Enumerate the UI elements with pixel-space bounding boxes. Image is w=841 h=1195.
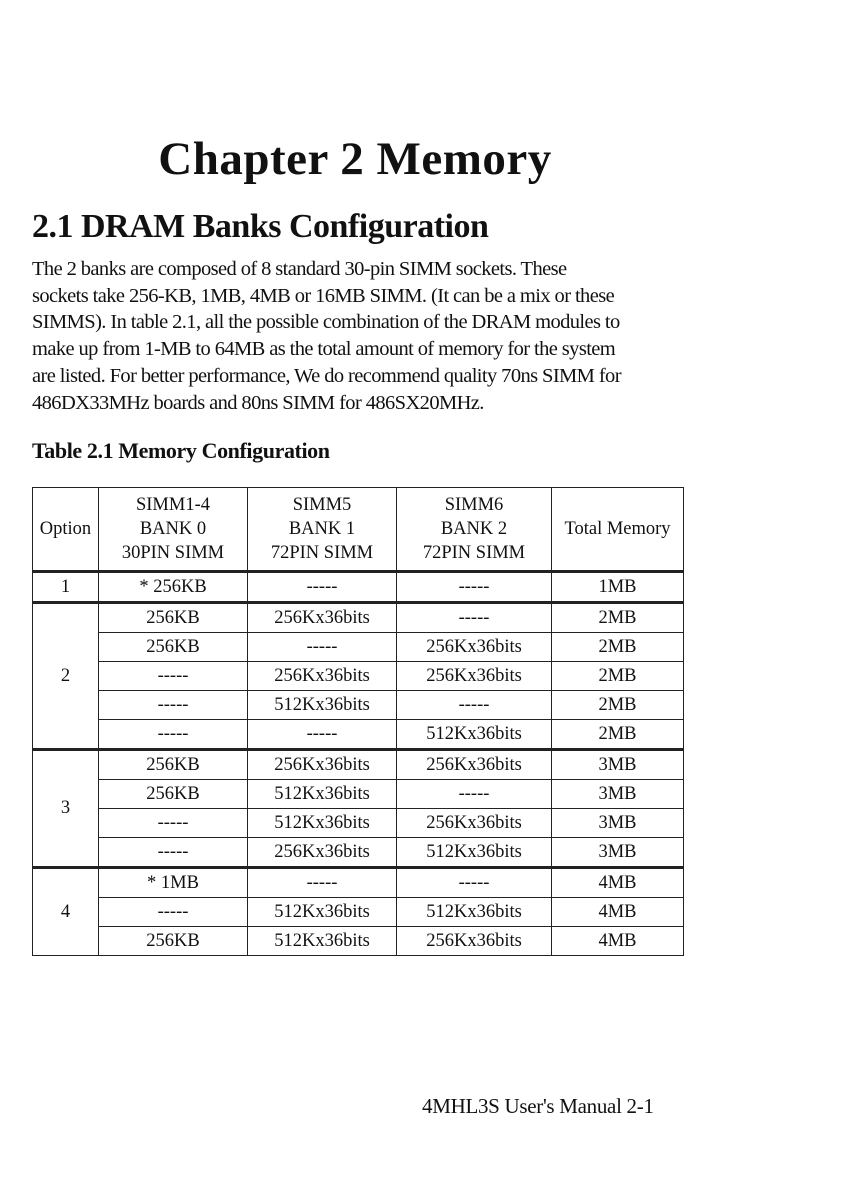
table-cell: 3MB xyxy=(552,780,684,809)
header-option: Option xyxy=(33,488,99,572)
option-cell: 2 xyxy=(33,603,99,750)
table-caption: Table 2.1 Memory Configuration xyxy=(32,438,330,463)
table-cell: 512Kx36bits xyxy=(397,838,552,868)
table-cell: 256Kx36bits xyxy=(397,927,552,956)
table-cell: 2MB xyxy=(552,691,684,720)
table-row xyxy=(33,572,684,603)
table-cell: ----- xyxy=(397,572,552,603)
table-cell: 2MB xyxy=(552,633,684,662)
table-cell: ----- xyxy=(248,868,397,898)
table-cell: ----- xyxy=(99,809,248,838)
table-cell: 512Kx36bits xyxy=(397,898,552,927)
header-text: SIMM5 xyxy=(292,495,352,515)
table-cell: ----- xyxy=(99,838,248,868)
table-cell: 2MB xyxy=(552,603,684,633)
table-cell: 512Kx36bits xyxy=(397,720,552,750)
table-row xyxy=(33,720,684,750)
memory-configuration-table xyxy=(32,487,684,956)
intro-paragraph xyxy=(32,256,682,416)
paragraph-line: The 2 banks are composed of 8 standard 30-pin SIMM sockets. These xyxy=(32,258,567,280)
table-cell: 256Kx36bits xyxy=(248,838,397,868)
table-cell: ----- xyxy=(397,691,552,720)
table-cell: 4MB xyxy=(552,868,684,898)
table-cell: 256Kx36bits xyxy=(248,662,397,691)
table-cell: ----- xyxy=(99,898,248,927)
table-cell: 256Kx36bits xyxy=(397,633,552,662)
table-cell: ----- xyxy=(99,662,248,691)
header-simm6 xyxy=(397,488,552,572)
table-cell: 256KB xyxy=(99,633,248,662)
table-cell: ----- xyxy=(248,572,397,603)
table-cell: 1MB xyxy=(552,572,684,603)
table-cell: 256Kx36bits xyxy=(397,750,552,780)
section-title: 2.1 DRAM Banks Configuration xyxy=(32,208,489,245)
page-footer: 4MHL3S User's Manual 2-1 xyxy=(422,1094,654,1118)
table-cell: 512Kx36bits xyxy=(248,898,397,927)
table-row xyxy=(33,633,684,662)
option-cell: 3 xyxy=(33,750,99,868)
table-cell: 512Kx36bits xyxy=(248,691,397,720)
table-cell: ----- xyxy=(397,868,552,898)
table-cell: 256KB xyxy=(99,927,248,956)
table-cell: * 256KB xyxy=(99,572,248,603)
header-text: 72PIN SIMM xyxy=(422,543,526,563)
table-row xyxy=(33,868,684,898)
table-cell: * 1MB xyxy=(99,868,248,898)
table-cell: ----- xyxy=(99,691,248,720)
table-cell: 2MB xyxy=(552,720,684,750)
table-row xyxy=(33,603,684,633)
table-row xyxy=(33,691,684,720)
paragraph-line: make up from 1-MB to 64MB as the total amount of memory for the system xyxy=(32,338,616,361)
table-cell: ----- xyxy=(397,603,552,633)
table-cell: ----- xyxy=(99,720,248,750)
header-total-memory: Total Memory xyxy=(552,488,684,572)
header-simm5 xyxy=(248,488,397,572)
paragraph-line: are listed. For better performance, We do recommend quality 70ns SIMM for xyxy=(32,364,621,387)
table-cell: 256KB xyxy=(99,780,248,809)
table-row xyxy=(33,809,684,838)
table-cell: 512Kx36bits xyxy=(248,780,397,809)
header-text: BANK 2 xyxy=(440,519,508,539)
table-cell: 2MB xyxy=(552,662,684,691)
table-cell: 3MB xyxy=(552,750,684,780)
table-cell: 4MB xyxy=(552,898,684,927)
table-row xyxy=(33,662,684,691)
chapter-title: Chapter 2 Memory xyxy=(158,133,552,185)
table-cell: ----- xyxy=(248,720,397,750)
table-cell: 3MB xyxy=(552,809,684,838)
table-cell: 256Kx36bits xyxy=(248,750,397,780)
header-text: SIMM6 xyxy=(444,495,504,515)
table-cell: 256KB xyxy=(99,750,248,780)
table-row xyxy=(33,750,684,780)
option-cell: 1 xyxy=(33,572,99,603)
table-row xyxy=(33,780,684,809)
table-cell: 256KB xyxy=(99,603,248,633)
header-simm1-4 xyxy=(99,488,248,572)
header-text: BANK 1 xyxy=(288,519,356,539)
header-text: 72PIN SIMM xyxy=(270,543,374,563)
table-cell: 3MB xyxy=(552,838,684,868)
table-row xyxy=(33,927,684,956)
table-row xyxy=(33,838,684,868)
table-header-row xyxy=(33,488,684,572)
paragraph-line: SIMMS). In table 2.1, all the possible combination of the DRAM modules to xyxy=(32,311,620,334)
table-cell: 512Kx36bits xyxy=(248,927,397,956)
header-text: SIMM1-4 xyxy=(135,495,210,515)
table-cell: 256Kx36bits xyxy=(248,603,397,633)
table-cell: ----- xyxy=(248,633,397,662)
table-cell: ----- xyxy=(397,780,552,809)
table-cell: 256Kx36bits xyxy=(397,662,552,691)
header-text: 30PIN SIMM xyxy=(121,543,225,563)
header-text: BANK 0 xyxy=(139,519,207,539)
paragraph-line: 486DX33MHz boards and 80ns SIMM for 486SX20MHz. xyxy=(32,391,484,414)
table-cell: 256Kx36bits xyxy=(397,809,552,838)
table-cell: 512Kx36bits xyxy=(248,809,397,838)
table-row xyxy=(33,898,684,927)
table-cell: 4MB xyxy=(552,927,684,956)
paragraph-line: sockets take 256-KB, 1MB, 4MB or 16MB SIMM. (It can be a mix or these xyxy=(32,284,615,307)
option-cell: 4 xyxy=(33,868,99,956)
